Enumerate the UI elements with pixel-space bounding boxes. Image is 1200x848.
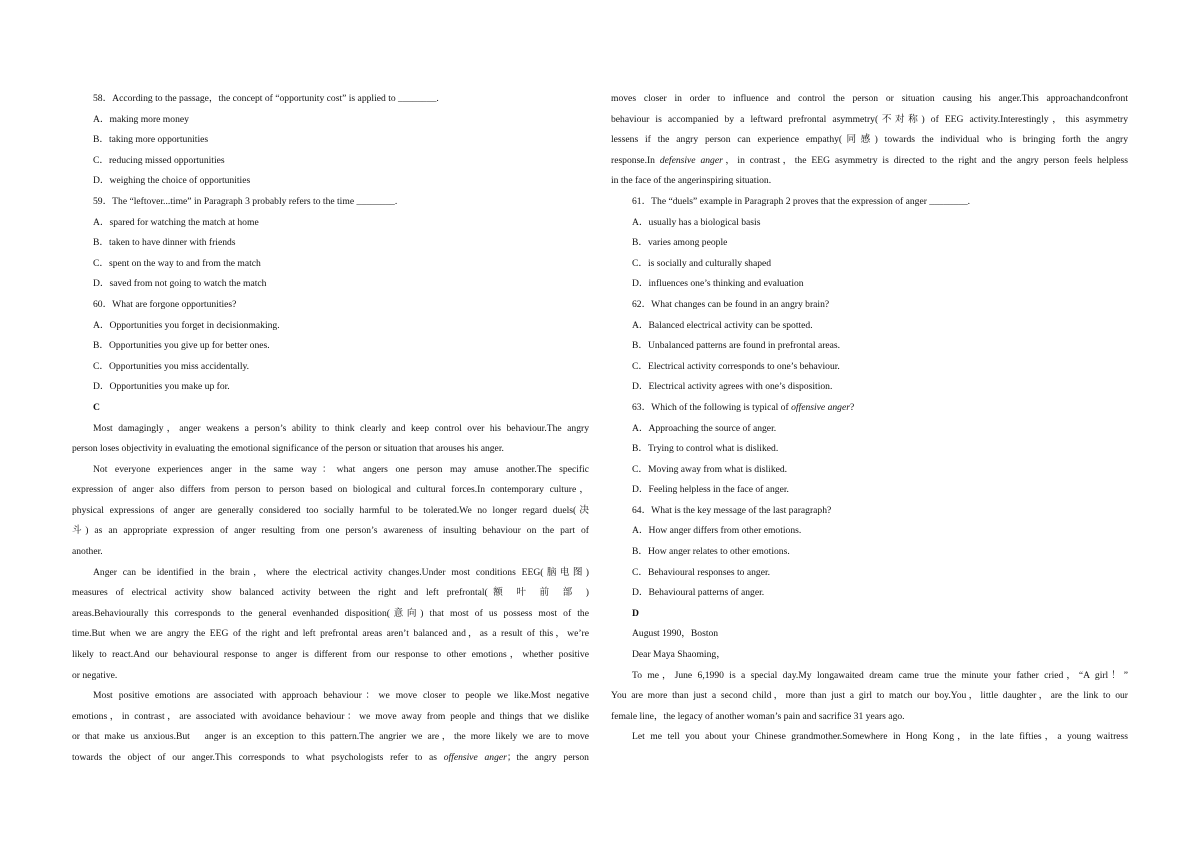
left-text-line: emotions，in contrast，are associated with avoidance behaviour：we move away from people and things that we dislike: [72, 710, 589, 722]
left-text-line: time.But when we are angry the EEG of the right and left prefrontal areas aren’t balanced and，as a result of this，we’re: [72, 628, 589, 640]
right-text-line: Let me tell you about your Chinese grandmother.Somewhere in Hong Kong，in the late fifties，a young waitress: [632, 731, 1128, 743]
right-text-line: D．Electrical activity agrees with one’s disposition.: [632, 381, 833, 393]
right-text-line: B．Unbalanced patterns are found in prefrontal areas.: [632, 340, 841, 352]
right-text-line: behaviour is accompanied by a leftward prefrontal asymmetry(不对称) of EEG activity.Interestingly，this asymmetry: [611, 113, 1128, 125]
left-text-line: Not everyone experiences anger in the same way：what angers one person may amuse another.The specific: [93, 463, 589, 475]
left-text-line: or that make us anxious.But anger is an exception to this pattern.The angrier we are，the more likely we are to move: [72, 731, 589, 743]
left-text-line: expression of anger also differs from person to person based on biological and cultural forces.In contemporary culture，: [72, 484, 589, 496]
right-text-line: A．usually has a biological basis: [632, 216, 761, 228]
right-text-line: D: [632, 607, 639, 619]
left-text-line: Most damagingly，anger weakens a person’s ability to think clearly and keep control over his behaviour.The angry: [93, 422, 589, 434]
right-text-line: C．Moving away from what is disliked.: [632, 463, 788, 475]
right-text-line: B．varies among people: [632, 237, 728, 249]
right-text-line: C．Electrical activity corresponds to one’s behaviour.: [632, 360, 840, 372]
right-text-line: 62．What changes can be found in an angry brain?: [632, 298, 830, 310]
right-text-line: C．Behavioural responses to anger.: [632, 566, 771, 578]
right-text-line: Dear Maya Shaoming，: [632, 649, 726, 661]
right-text-line: August 1990，Boston: [632, 628, 719, 640]
right-text-line: A．Approaching the source of anger.: [632, 422, 777, 434]
left-text-line: physical expressions of anger are generally considered too socially harmful to be tolerated.We no longer regard duels(决: [72, 504, 589, 516]
left-text-line: Anger can be identified in the brain，where the electrical activity changes.Under most conditions EEG(脑电图): [93, 566, 589, 578]
left-text-line: likely to react.And our behavioural response to anger is different from our response to other emotions，whether positive: [72, 649, 589, 661]
right-text-line: lessens if the angry person can experience empathy(同感) towards the individual who is bringing forth the angry: [611, 134, 1128, 146]
left-text-line: C: [93, 401, 100, 413]
left-text-line: D．weighing the choice of opportunities: [93, 175, 251, 187]
right-text-line: B．How anger relates to other emotions.: [632, 546, 790, 558]
left-text-line: C．reducing missed opportunities: [93, 154, 225, 166]
left-text-line: B．taken to have dinner with friends: [93, 237, 236, 249]
right-text-line: D．Behavioural patterns of anger.: [632, 587, 765, 599]
left-text-line: areas.Behaviourally this corresponds to the general evenhanded disposition(意向) that most of us possess most of the: [72, 607, 589, 619]
left-text-line: B．Opportunities you give up for better ones.: [93, 340, 270, 352]
right-text-line: A．Balanced electrical activity can be spotted.: [632, 319, 813, 331]
left-text-line: towards the object of our anger.This corresponds to what psychologists refer to as offensive anger；the angry person: [72, 752, 589, 763]
right-text-line: female line，the legacy of another woman’s pain and sacrifice 31 years ago.: [611, 710, 905, 722]
left-text-line: person loses objectivity in evaluating the emotional significance of the person or situation that arouses his anger.: [72, 443, 504, 455]
right-text-line: 63．Which of the following is typical of offensive anger?: [632, 401, 855, 413]
left-text-line: D．saved from not going to watch the match: [93, 278, 267, 290]
left-text-line: Most positive emotions are associated with approach behaviour：we move closer to people we like.Most negative: [93, 690, 589, 702]
left-text-line: 58．According to the passage，the concept of “opportunity cost” is applied to ________.: [93, 93, 439, 104]
right-text-line: in the face of the angerinspiring situation.: [611, 175, 772, 187]
right-text-line: To me，June 6,1990 is a special day.My longawaited dream came true the minute your father cried，“A girl！”: [632, 669, 1128, 681]
left-text-line: D．Opportunities you make up for.: [93, 381, 230, 393]
left-text-line: 斗) as an appropriate expression of anger resulting from one person’s awareness of insulting behaviour on the part of: [72, 525, 589, 537]
right-text-line: 61．The “duels” example in Paragraph 2 proves that the expression of anger ________.: [632, 195, 971, 207]
left-text-line: A．making more money: [93, 113, 189, 125]
right-text-line: 64．What is the key message of the last paragraph?: [632, 504, 832, 516]
right-text-line: moves closer in order to influence and control the person or situation causing his anger.This approachandconfront: [611, 93, 1128, 104]
right-text-line: D．Feeling helpless in the face of anger.: [632, 484, 789, 496]
right-text-line: C．is socially and culturally shaped: [632, 257, 772, 269]
right-text-line: response.In defensive anger，in contrast，the EEG asymmetry is directed to the right and the angry person feels helpless: [611, 154, 1128, 166]
left-column: [72, 89, 589, 769]
left-text-line: C．Opportunities you miss accidentally.: [93, 360, 250, 372]
left-text-line: 59．The “leftover...time” in Paragraph 3 probably refers to the time ________.: [93, 195, 398, 207]
right-column: [611, 89, 1128, 748]
right-text-line: You are more than just a second child，more than just a girl to match our boy.You，little daughter，are the link to our: [611, 690, 1128, 702]
left-text-line: C．spent on the way to and from the match: [93, 257, 261, 269]
left-text-line: A．Opportunities you forget in decisionmaking.: [93, 319, 280, 331]
right-text-line: B．Trying to control what is disliked.: [632, 443, 779, 455]
left-text-line: or negative.: [72, 669, 118, 681]
left-text-line: measures of electrical activity show balanced activity between the right and left prefrontal(额 叶 前 部 ): [72, 587, 589, 599]
right-text-line: A．How anger differs from other emotions.: [632, 525, 802, 537]
left-text-line: A．spared for watching the match at home: [93, 216, 259, 228]
left-text-line: B．taking more opportunities: [93, 134, 209, 146]
left-text-line: another.: [72, 546, 103, 558]
left-text-line: 60．What are forgone opportunities?: [93, 298, 237, 310]
right-text-line: D．influences one’s thinking and evaluation: [632, 278, 804, 290]
